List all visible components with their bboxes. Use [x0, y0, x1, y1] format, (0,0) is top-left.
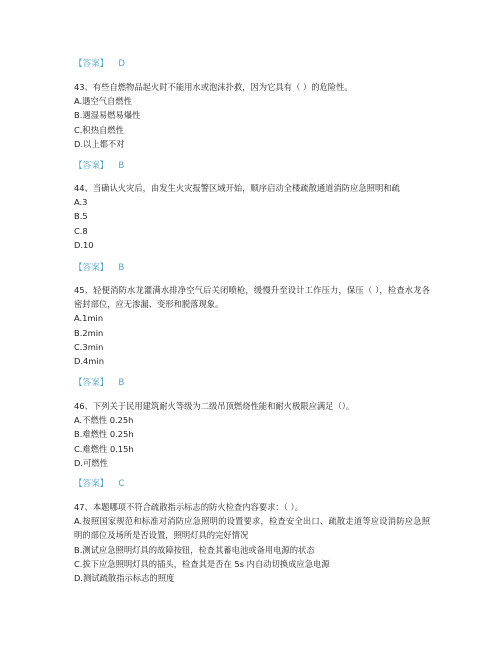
question-stem: 47、本题哪项不符合疏散指示标志的防火检查内容要求：（ ）。	[74, 502, 303, 512]
question-47	[74, 500, 434, 585]
answer-label: 【答案】	[74, 378, 109, 388]
answer-line	[74, 160, 124, 172]
answer-line	[74, 262, 124, 274]
option-a: A.遇空气自燃性	[74, 96, 132, 107]
option-a: A.1min	[74, 313, 104, 324]
option-d: D.可燃性	[74, 457, 108, 468]
answer-label: 【答案】	[74, 59, 109, 69]
option-b: B.2min	[74, 327, 104, 338]
option-c: C.拔下应急照明灯具的插头，检查其是否在 5s 内自动切换成应急电源	[74, 558, 330, 569]
option-b: B.遇湿易燃易爆性	[74, 110, 141, 121]
answer-line	[74, 478, 124, 490]
option-c: C.积热自燃性	[74, 124, 124, 135]
answer-value: B	[118, 161, 125, 171]
option-d: D.4min	[74, 356, 104, 367]
question-44	[74, 181, 434, 252]
answer-value: D	[118, 59, 126, 69]
answer-label: 【答案】	[74, 161, 109, 171]
answer-line	[74, 58, 125, 70]
question-45	[74, 283, 434, 368]
option-a: A.3	[74, 197, 88, 208]
option-c: C.8	[74, 225, 88, 236]
question-46	[74, 399, 434, 470]
question-stem: 46、下列关于民用建筑耐火等级为二级吊顶燃烧性能和耐火极限应满足（）。	[74, 401, 355, 411]
option-b: B.测试应急照明灯具的故障按钮，检查其蓄电池或备用电源的状态	[74, 544, 315, 555]
answer-value: C	[118, 479, 125, 489]
option-a: A.按照国家规范和标准对消防应急照明的设置要求，检查安全出口、疏散走道等应设消防应急照明的部位及场所是否设置，照明灯具的完好情况	[74, 516, 430, 541]
option-c: C.3min	[74, 341, 104, 352]
question-stem: 45、轻便消防水龙灌满水排净空气后关闭喷枪，缓慢升至设计工作压力，保压（ ），检查水龙各密封部位，应无渗漏、变形和脱落现象。	[74, 285, 430, 310]
option-d: D.10	[74, 239, 94, 250]
answer-label: 【答案】	[74, 263, 109, 273]
answer-value: B	[118, 263, 125, 273]
answer-line	[74, 377, 124, 389]
option-b: B.5	[74, 211, 88, 222]
question-stem: 43、有些自燃物品起火时不能用水或泡沫扑救，因为它具有（ ）的危险性。	[74, 82, 353, 92]
answer-label: 【答案】	[74, 479, 109, 489]
option-b: B.难燃性 0.25h	[74, 429, 134, 440]
option-d: D.测试疏散指示标志的照度	[74, 573, 175, 584]
answer-value: B	[118, 378, 125, 388]
option-d: D.以上都不对	[74, 138, 125, 149]
question-43	[74, 80, 434, 151]
question-stem: 44、当确认火灾后，由发生火灾报警区域开始，顺序启动全楼疏散通道消防应急照明和疏	[74, 183, 400, 193]
option-c: C.难燃性 0.15h	[74, 443, 134, 454]
option-a: A.不燃性 0.25h	[74, 415, 134, 426]
